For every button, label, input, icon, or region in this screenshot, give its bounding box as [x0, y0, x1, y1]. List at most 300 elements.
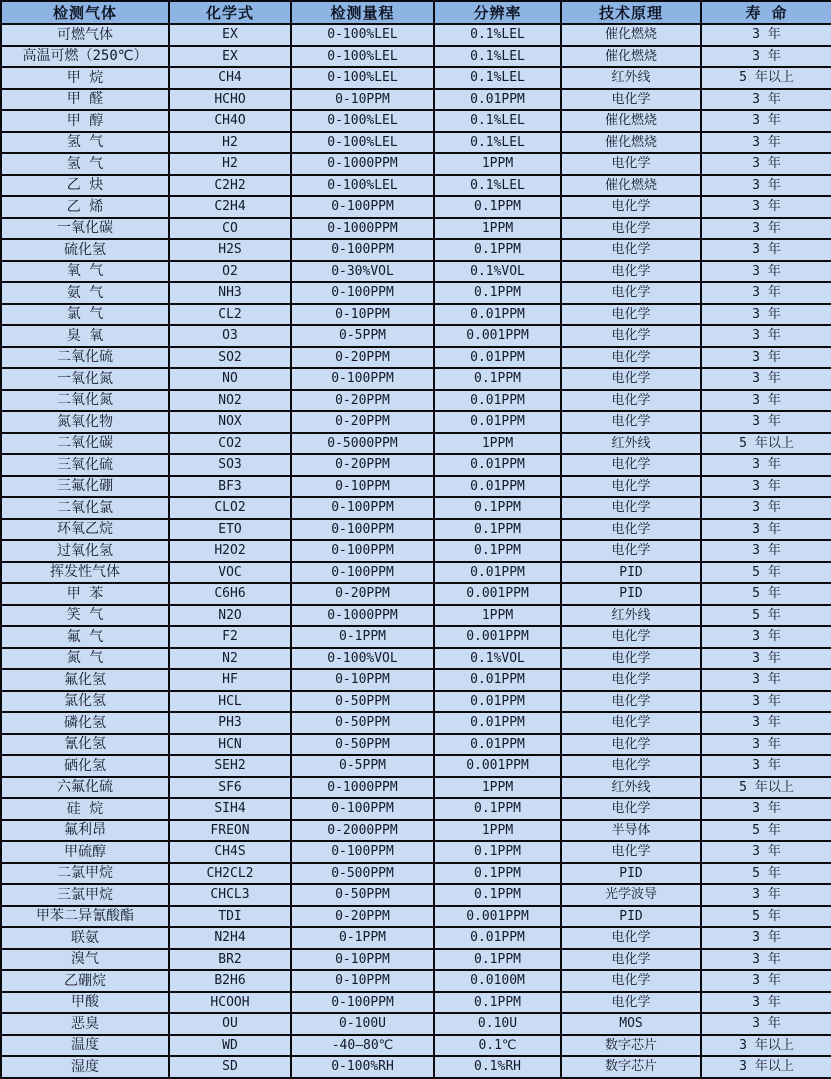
table-cell: 0.1PPM	[434, 368, 561, 390]
table-row	[1, 777, 831, 799]
table-row	[1, 218, 831, 240]
table-row	[1, 540, 831, 562]
table-row	[1, 734, 831, 756]
table-cell: 0-1000PPM	[291, 777, 434, 799]
table-cell: 0.01PPM	[434, 304, 561, 326]
table-row	[1, 196, 831, 218]
table-cell: SO2	[169, 347, 291, 369]
table-row	[1, 153, 831, 175]
table-cell: 3 年	[701, 734, 831, 756]
table-cell: 0-100PPM	[291, 497, 434, 519]
table-row	[1, 863, 831, 885]
table-cell: 0.10U	[434, 1013, 561, 1035]
table-cell: 电化学	[561, 992, 701, 1014]
table-cell: 氟化氢	[1, 669, 169, 691]
table-cell: 氟利昂	[1, 820, 169, 842]
table-cell: 电化学	[561, 540, 701, 562]
table-cell: 电化学	[561, 648, 701, 670]
table-cell: CHCL3	[169, 884, 291, 906]
table-cell: 高温可燃（250℃）	[1, 46, 169, 68]
table-cell: 0.01PPM	[434, 476, 561, 498]
table-cell: 3 年	[701, 970, 831, 992]
table-cell: 0-100%LEL	[291, 132, 434, 154]
table-cell: 0.01PPM	[434, 347, 561, 369]
table-cell: BF3	[169, 476, 291, 498]
table-cell: C6H6	[169, 583, 291, 605]
table-cell: CL2	[169, 304, 291, 326]
table-cell: 0.1%VOL	[434, 261, 561, 283]
table-cell: HCL	[169, 691, 291, 713]
table-cell: N2	[169, 648, 291, 670]
table-cell: 0-10PPM	[291, 949, 434, 971]
table-cell: 0.01PPM	[434, 89, 561, 111]
table-cell: 电化学	[561, 755, 701, 777]
table-cell: 3 年	[701, 755, 831, 777]
table-cell: 0-20PPM	[291, 347, 434, 369]
table-cell: CH2CL2	[169, 863, 291, 885]
table-row	[1, 175, 831, 197]
table-cell: CH4O	[169, 110, 291, 132]
table-cell: CO2	[169, 433, 291, 455]
table-cell: 3 年	[701, 390, 831, 412]
table-cell: 电化学	[561, 347, 701, 369]
table-cell: 臭 氧	[1, 325, 169, 347]
table-row	[1, 798, 831, 820]
table-cell: PID	[561, 583, 701, 605]
table-cell: 电化学	[561, 626, 701, 648]
table-cell: 0-50PPM	[291, 712, 434, 734]
table-cell: 0-100%VOL	[291, 648, 434, 670]
table-row	[1, 927, 831, 949]
table-cell: 硫化氢	[1, 239, 169, 261]
table-cell: 3 年	[701, 175, 831, 197]
table-row	[1, 239, 831, 261]
table-cell: 电化学	[561, 669, 701, 691]
table-cell: 0-2000PPM	[291, 820, 434, 842]
table-cell: 0.1%VOL	[434, 648, 561, 670]
table-cell: 电化学	[561, 325, 701, 347]
table-cell: 0-100PPM	[291, 519, 434, 541]
column-header-1: 化学式	[169, 1, 291, 24]
table-cell: 半导体	[561, 820, 701, 842]
table-cell: N2O	[169, 605, 291, 627]
table-row	[1, 132, 831, 154]
table-row	[1, 497, 831, 519]
table-cell: 红外线	[561, 67, 701, 89]
table-cell: 3 年	[701, 992, 831, 1014]
table-cell: F2	[169, 626, 291, 648]
table-cell: 0-100PPM	[291, 562, 434, 584]
table-cell: 0-30%VOL	[291, 261, 434, 283]
table-cell: 3 年	[701, 368, 831, 390]
table-cell: 电化学	[561, 282, 701, 304]
table-cell: 3 年	[701, 24, 831, 46]
table-cell: 电化学	[561, 304, 701, 326]
table-row	[1, 46, 831, 68]
header-row	[1, 1, 831, 24]
table-cell: 0.001PPM	[434, 583, 561, 605]
table-cell: 一氧化碳	[1, 218, 169, 240]
table-cell: 电化学	[561, 218, 701, 240]
table-row	[1, 992, 831, 1014]
table-cell: 氨 气	[1, 282, 169, 304]
table-cell: 0-50PPM	[291, 734, 434, 756]
table-row	[1, 949, 831, 971]
table-cell: 3 年	[701, 411, 831, 433]
table-cell: EX	[169, 46, 291, 68]
table-cell: 0-100PPM	[291, 992, 434, 1014]
table-cell: 1PPM	[434, 153, 561, 175]
table-cell: NH3	[169, 282, 291, 304]
table-cell: 1PPM	[434, 605, 561, 627]
table-cell: SF6	[169, 777, 291, 799]
table-cell: 催化燃烧	[561, 175, 701, 197]
table-cell: 甲苯二异氰酸酯	[1, 906, 169, 928]
table-cell: 3 年	[701, 540, 831, 562]
table-cell: 0-100%LEL	[291, 24, 434, 46]
table-cell: 溴气	[1, 949, 169, 971]
table-cell: 0-100PPM	[291, 196, 434, 218]
table-cell: 0.001PPM	[434, 906, 561, 928]
table-cell: 3 年	[701, 46, 831, 68]
table-cell: 0.1PPM	[434, 949, 561, 971]
table-cell: 电化学	[561, 734, 701, 756]
table-cell: 0.1%LEL	[434, 24, 561, 46]
table-row	[1, 605, 831, 627]
table-cell: 红外线	[561, 433, 701, 455]
table-cell: 3 年	[701, 712, 831, 734]
table-cell: 0.1%RH	[434, 1056, 561, 1078]
table-cell: 1PPM	[434, 820, 561, 842]
table-cell: 可燃气体	[1, 24, 169, 46]
table-body	[1, 24, 831, 1078]
table-cell: 3 年	[701, 841, 831, 863]
table-cell: SO3	[169, 454, 291, 476]
table-row	[1, 110, 831, 132]
table-cell: SIH4	[169, 798, 291, 820]
column-header-5: 寿 命	[701, 1, 831, 24]
table-cell: 催化燃烧	[561, 46, 701, 68]
table-cell: 0-50PPM	[291, 884, 434, 906]
table-row	[1, 841, 831, 863]
table-cell: O3	[169, 325, 291, 347]
table-cell: MOS	[561, 1013, 701, 1035]
table-cell: 3 年	[701, 798, 831, 820]
table-cell: PID	[561, 562, 701, 584]
table-cell: 0-1000PPM	[291, 218, 434, 240]
table-row	[1, 648, 831, 670]
table-cell: 5 年	[701, 562, 831, 584]
table-row	[1, 433, 831, 455]
table-cell: 0-100%LEL	[291, 46, 434, 68]
table-row	[1, 562, 831, 584]
table-cell: 甲 醇	[1, 110, 169, 132]
table-cell: 二氧化氮	[1, 390, 169, 412]
table-cell: 3 年	[701, 347, 831, 369]
table-cell: 电化学	[561, 261, 701, 283]
table-cell: OU	[169, 1013, 291, 1035]
table-cell: 电化学	[561, 153, 701, 175]
table-cell: 电化学	[561, 239, 701, 261]
table-cell: FREON	[169, 820, 291, 842]
table-cell: VOC	[169, 562, 291, 584]
table-row	[1, 347, 831, 369]
table-cell: -40—80℃	[291, 1035, 434, 1057]
table-cell: 电化学	[561, 89, 701, 111]
table-cell: 0.1%LEL	[434, 67, 561, 89]
table-cell: 电化学	[561, 798, 701, 820]
table-cell: 0.1PPM	[434, 540, 561, 562]
table-cell: 3 年	[701, 626, 831, 648]
table-cell: 3 年	[701, 949, 831, 971]
table-cell: 硒化氢	[1, 755, 169, 777]
table-cell: BR2	[169, 949, 291, 971]
table-cell: 0-5PPM	[291, 755, 434, 777]
table-cell: 电化学	[561, 949, 701, 971]
table-cell: 电化学	[561, 970, 701, 992]
table-cell: 0.1PPM	[434, 992, 561, 1014]
table-cell: 0-50PPM	[291, 691, 434, 713]
table-cell: 3 年	[701, 1013, 831, 1035]
table-cell: HCN	[169, 734, 291, 756]
table-cell: 5 年	[701, 583, 831, 605]
table-cell: B2H6	[169, 970, 291, 992]
table-row	[1, 89, 831, 111]
table-cell: 三氟化硼	[1, 476, 169, 498]
table-cell: 氟 气	[1, 626, 169, 648]
table-cell: 电化学	[561, 196, 701, 218]
table-cell: 0-100PPM	[291, 282, 434, 304]
table-cell: 数字芯片	[561, 1035, 701, 1057]
table-cell: 0-20PPM	[291, 906, 434, 928]
table-cell: 0-100PPM	[291, 540, 434, 562]
table-cell: 3 年	[701, 648, 831, 670]
table-cell: 电化学	[561, 519, 701, 541]
table-cell: CH4	[169, 67, 291, 89]
table-cell: 0.001PPM	[434, 755, 561, 777]
table-cell: H2	[169, 153, 291, 175]
table-cell: 3 年	[701, 304, 831, 326]
table-cell: 3 年	[701, 691, 831, 713]
table-cell: CO	[169, 218, 291, 240]
table-cell: 0-100%RH	[291, 1056, 434, 1078]
table-cell: 温度	[1, 1035, 169, 1057]
table-cell: 数字芯片	[561, 1056, 701, 1078]
table-row	[1, 390, 831, 412]
table-cell: N2H4	[169, 927, 291, 949]
table-cell: 0.1PPM	[434, 863, 561, 885]
table-cell: 0.1PPM	[434, 196, 561, 218]
table-cell: O2	[169, 261, 291, 283]
table-cell: 乙 烯	[1, 196, 169, 218]
table-cell: PID	[561, 863, 701, 885]
table-cell: 二氧化碳	[1, 433, 169, 455]
table-cell: 0-100%LEL	[291, 110, 434, 132]
table-header	[1, 1, 831, 24]
table-row	[1, 24, 831, 46]
table-row	[1, 669, 831, 691]
table-cell: 0.01PPM	[434, 669, 561, 691]
table-cell: 0-10PPM	[291, 669, 434, 691]
table-cell: C2H4	[169, 196, 291, 218]
table-cell: 挥发性气体	[1, 562, 169, 584]
table-cell: 0.01PPM	[434, 712, 561, 734]
table-cell: 三氯甲烷	[1, 884, 169, 906]
table-cell: 电化学	[561, 691, 701, 713]
table-cell: 乙硼烷	[1, 970, 169, 992]
table-cell: 三氧化硫	[1, 454, 169, 476]
table-cell: 恶臭	[1, 1013, 169, 1035]
table-cell: 催化燃烧	[561, 132, 701, 154]
table-cell: 3 年	[701, 884, 831, 906]
table-cell: CLO2	[169, 497, 291, 519]
table-cell: HCOOH	[169, 992, 291, 1014]
table-cell: 0-10PPM	[291, 304, 434, 326]
table-cell: 0-100PPM	[291, 798, 434, 820]
table-cell: H2S	[169, 239, 291, 261]
table-row	[1, 67, 831, 89]
table-cell: 二氧化氯	[1, 497, 169, 519]
table-cell: 3 年	[701, 218, 831, 240]
table-cell: 0.01PPM	[434, 927, 561, 949]
table-cell: 0-500PPM	[291, 863, 434, 885]
table-cell: 5 年	[701, 906, 831, 928]
table-cell: PH3	[169, 712, 291, 734]
table-cell: 电化学	[561, 411, 701, 433]
table-cell: 0.001PPM	[434, 325, 561, 347]
table-cell: 3 年	[701, 282, 831, 304]
table-cell: 0-100%LEL	[291, 175, 434, 197]
table-cell: 0.1%LEL	[434, 46, 561, 68]
table-cell: ETO	[169, 519, 291, 541]
table-cell: 催化燃烧	[561, 24, 701, 46]
table-cell: 5 年	[701, 605, 831, 627]
table-cell: 氢 气	[1, 153, 169, 175]
table-cell: 0.1PPM	[434, 519, 561, 541]
table-cell: 0.0100M	[434, 970, 561, 992]
table-cell: 电化学	[561, 476, 701, 498]
table-cell: 1PPM	[434, 777, 561, 799]
table-row	[1, 476, 831, 498]
table-cell: NO	[169, 368, 291, 390]
table-row	[1, 325, 831, 347]
table-cell: SEH2	[169, 755, 291, 777]
table-cell: 氮氧化物	[1, 411, 169, 433]
table-cell: 二氧化硫	[1, 347, 169, 369]
table-cell: 氮 气	[1, 648, 169, 670]
table-cell: 3 年	[701, 89, 831, 111]
table-row	[1, 282, 831, 304]
table-cell: 0-10PPM	[291, 476, 434, 498]
table-cell: 电化学	[561, 712, 701, 734]
table-cell: 5 年	[701, 863, 831, 885]
table-cell: NO2	[169, 390, 291, 412]
table-cell: 一氧化氮	[1, 368, 169, 390]
table-cell: TDI	[169, 906, 291, 928]
table-cell: 甲 烷	[1, 67, 169, 89]
table-cell: 氰化氢	[1, 734, 169, 756]
table-cell: 0-100U	[291, 1013, 434, 1035]
table-cell: 磷化氢	[1, 712, 169, 734]
table-row	[1, 906, 831, 928]
table-cell: 电化学	[561, 841, 701, 863]
table-cell: 0.01PPM	[434, 454, 561, 476]
table-cell: 5 年以上	[701, 433, 831, 455]
table-cell: 3 年	[701, 476, 831, 498]
table-cell: 六氟化硫	[1, 777, 169, 799]
table-row	[1, 261, 831, 283]
table-cell: 0.1PPM	[434, 884, 561, 906]
table-row	[1, 454, 831, 476]
table-cell: 0-1PPM	[291, 927, 434, 949]
table-cell: 催化燃烧	[561, 110, 701, 132]
table-cell: 0.1℃	[434, 1035, 561, 1057]
table-cell: 光学波导	[561, 884, 701, 906]
table-row	[1, 755, 831, 777]
table-cell: 红外线	[561, 605, 701, 627]
table-cell: 0.01PPM	[434, 734, 561, 756]
table-cell: 3 年	[701, 519, 831, 541]
table-row	[1, 411, 831, 433]
table-cell: 3 年	[701, 261, 831, 283]
table-cell: H2O2	[169, 540, 291, 562]
table-cell: 0.01PPM	[434, 691, 561, 713]
table-row	[1, 519, 831, 541]
table-cell: H2	[169, 132, 291, 154]
table-cell: 5 年以上	[701, 67, 831, 89]
table-cell: 湿度	[1, 1056, 169, 1078]
table-cell: NOX	[169, 411, 291, 433]
table-cell: 5 年以上	[701, 777, 831, 799]
table-cell: 乙 炔	[1, 175, 169, 197]
table-cell: 0-1PPM	[291, 626, 434, 648]
table-cell: 3 年	[701, 325, 831, 347]
table-row	[1, 626, 831, 648]
table-cell: 3 年	[701, 239, 831, 261]
table-row	[1, 1013, 831, 1035]
table-cell: 甲硫醇	[1, 841, 169, 863]
table-cell: 0-5PPM	[291, 325, 434, 347]
table-cell: 氯 气	[1, 304, 169, 326]
table-cell: 0-20PPM	[291, 454, 434, 476]
table-cell: 0.01PPM	[434, 562, 561, 584]
table-cell: 3 年	[701, 196, 831, 218]
table-cell: 环氧乙烷	[1, 519, 169, 541]
table-cell: 0.001PPM	[434, 626, 561, 648]
table-cell: SD	[169, 1056, 291, 1078]
table-cell: 0.1PPM	[434, 282, 561, 304]
table-cell: 氯化氢	[1, 691, 169, 713]
table-cell: 红外线	[561, 777, 701, 799]
table-cell: 0-100PPM	[291, 841, 434, 863]
table-cell: 0-5000PPM	[291, 433, 434, 455]
table-cell: 3 年	[701, 927, 831, 949]
table-cell: 甲 苯	[1, 583, 169, 605]
table-cell: 0.1PPM	[434, 841, 561, 863]
table-cell: 过氧化氢	[1, 540, 169, 562]
table-cell: 0.01PPM	[434, 390, 561, 412]
table-cell: 电化学	[561, 368, 701, 390]
table-cell: 硅 烷	[1, 798, 169, 820]
table-row	[1, 691, 831, 713]
table-cell: 笑 气	[1, 605, 169, 627]
table-cell: 0-20PPM	[291, 411, 434, 433]
table-cell: 1PPM	[434, 218, 561, 240]
table-cell: 电化学	[561, 497, 701, 519]
table-cell: 0-10PPM	[291, 89, 434, 111]
table-cell: 3 年	[701, 497, 831, 519]
table-cell: 0.1%LEL	[434, 110, 561, 132]
